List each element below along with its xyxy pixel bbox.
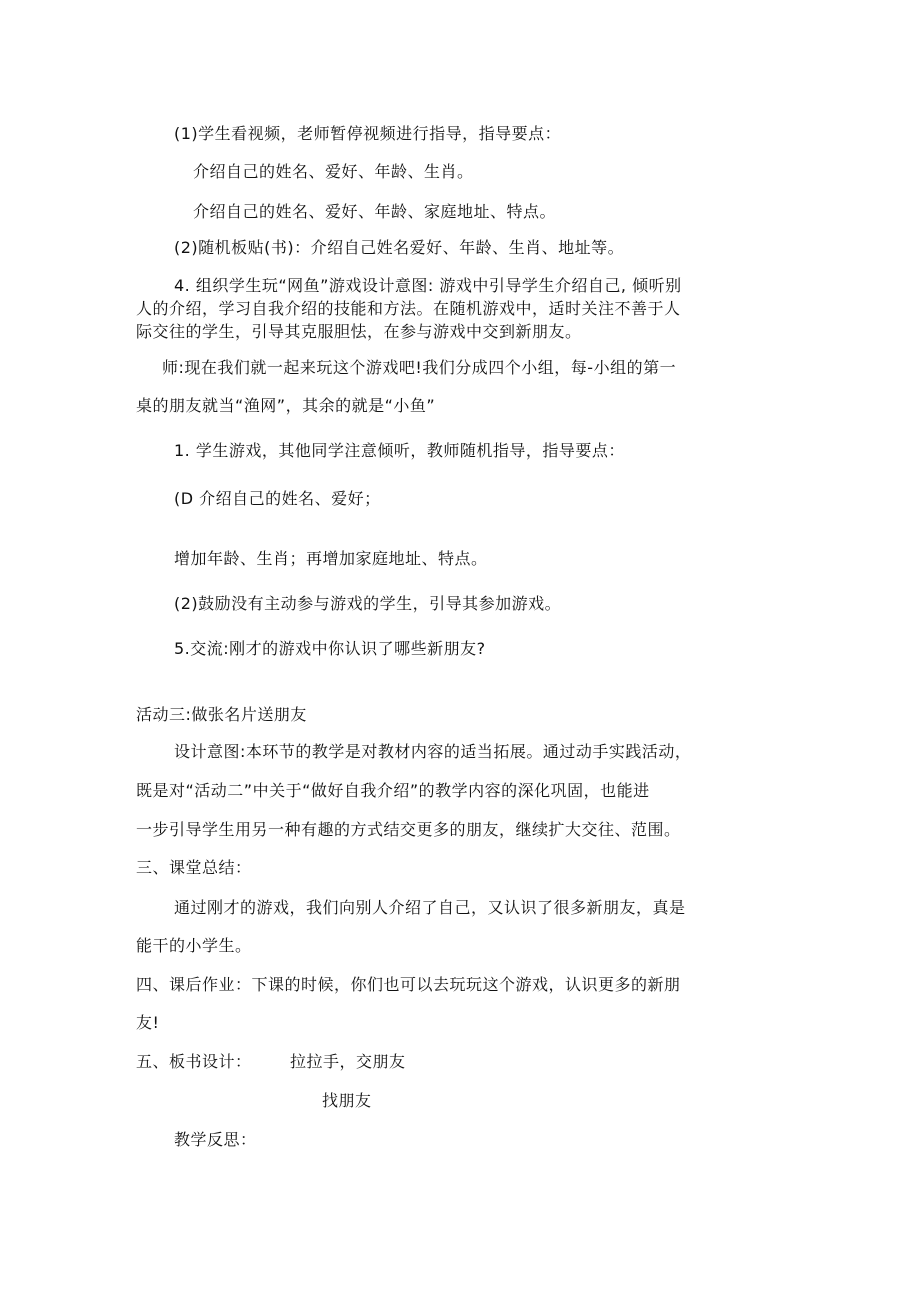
summary-line1: 通过刚才的游戏，我们向别人介绍了自己，又认识了很多新朋友，真是 xyxy=(174,898,686,917)
section-3-heading: 三、课堂总结： xyxy=(136,858,252,877)
design-intent-line1: 设计意图:本环节的教学是对教材内容的适当拓展。通过动手实践活动， xyxy=(174,742,692,761)
guidance-point-1: 介绍自己的姓名、爱好、年龄、生肖。 xyxy=(193,162,474,181)
section-5-heading: 五、板书设计： xyxy=(136,1052,252,1071)
summary-line2: 能干的小学生。 xyxy=(136,936,252,955)
step-1-video-guidance: (1)学生看视频，老师暂停视频进行指导，指导要点： xyxy=(174,124,562,143)
game-point-1-extension: 增加年龄、生肖；再增加家庭地址、特点。 xyxy=(174,549,488,568)
game-point-1: (D 介绍自己的姓名、爱好； xyxy=(174,489,381,508)
section-4-homework-line1: 四、课后作业：下课的时候，你们也可以去玩玩这个游戏，认识更多的新朋 xyxy=(136,975,681,994)
activity-3-heading: 活动三:做张名片送朋友 xyxy=(136,705,307,724)
board-title: 拉拉手，交朋友 xyxy=(290,1052,406,1071)
teaching-reflection: 教学反思： xyxy=(174,1130,257,1149)
guidance-point-2: 介绍自己的姓名、爱好、年龄、家庭地址、特点。 xyxy=(193,202,557,221)
design-intent-line3: 一步引导学生用另一种有趣的方式结交更多的朋友，继续扩大交往、范围。 xyxy=(136,820,681,839)
game-point-2: (2)鼓励没有主动参与游戏的学生，引导其参加游戏。 xyxy=(174,594,562,613)
item-4-game-intent-line3: 际交往的学生，引导其克服胆怯，在参与游戏中交到新朋友。 xyxy=(136,322,582,341)
item-4-game-intent-line1: 4. 组织学生玩“网鱼”游戏设计意图: 游戏中引导学生介绍自己, 倾听别 xyxy=(174,276,682,295)
section-4-homework-line2: 友! xyxy=(136,1013,160,1032)
item-5-exchange: 5.交流:刚才的游戏中你认识了哪些新朋友? xyxy=(174,639,486,658)
design-intent-line2: 既是对“活动二”中关于“做好自我介绍”的教学内容的深化巩固，也能进 xyxy=(136,781,650,800)
board-subtitle: 找朋友 xyxy=(322,1091,372,1110)
item-4-game-intent-line2: 人的介绍，学习自我介绍的技能和方法。在随机游戏中，适时关注不善于人 xyxy=(136,299,681,318)
teacher-speech-line1: 师:现在我们就一起来玩这个游戏吧!我们分成四个小组，每-小组的第一 xyxy=(162,358,677,377)
game-step-1: 1. 学生游戏，其他同学注意倾听，教师随机指导，指导要点： xyxy=(174,441,625,460)
teacher-speech-line2: 桌的朋友就当“渔网”，其余的就是“小鱼” xyxy=(136,396,436,415)
step-2-board-posting: (2)随机板贴(书)：介绍自己姓名爱好、年龄、生肖、地址等。 xyxy=(174,238,625,257)
